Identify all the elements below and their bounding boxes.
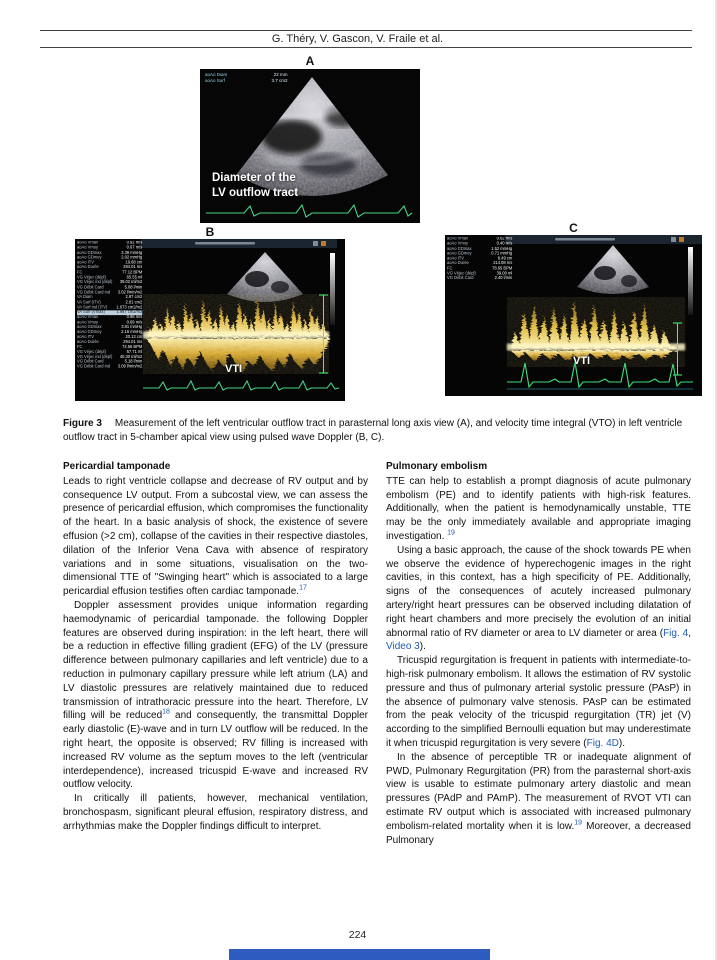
measurement-value: 5.08 l/min: [124, 285, 143, 290]
measurement-value: 0.71 mmHg: [491, 251, 513, 256]
figure-link[interactable]: Video 3: [386, 641, 420, 653]
measurement-label: VA Surf ind (ITV): [77, 305, 108, 310]
text-run: Leads to right ventricle collapse and decrease of RV output and by consequence LV output. From a subcostal view, we can assess the presence of pericardial effusion, which compromises the functionality of the heart. In a basic analysis of shock, the existence of severe effusion (>2 cm), collapse of the cavities in their respective diastoles, dilation of the Inferior Vena Cava with absence of respiratory variations and in some situations, visualisation on the two-dimensional TTE of ''Swinging heart'' which is associated to a large pericardial effusion testifies often cardiac tamponade.: [63, 475, 368, 598]
grayscale-bar: [330, 253, 335, 325]
measurement-value: 22 mm: [273, 73, 288, 78]
body-paragraph: [386, 751, 691, 848]
text-run: In the absence of perceptible TR or inadequate alignment of PWD, Pulmonary Regurgitation (PR) from the parasternal short-axis view is usable to estimate pulmonary artery diastolic and mean pressures (PAdP and PAmP). The measurement of RVOT VTI can estimate RV output which is associated with increased pulmonary embolism-related mortality when it is low.: [386, 751, 691, 832]
echo-image-b: [75, 239, 345, 401]
measurement-label: VG Débit Card ind: [77, 365, 111, 370]
right-column-paragraphs: [386, 475, 691, 848]
text-run: In critically ill patients, however, mechanical ventilation, bronchospasm, significant pleural effusion, respiratory distress, and arrhythmias make the Doppler findings difficult to interpret.: [63, 793, 368, 832]
measurement-label: VA Surf (Vmax): [77, 310, 105, 315]
body-paragraph: [63, 792, 368, 833]
measurement-value: 0.69 m/s: [126, 320, 143, 325]
measurement-value: 2.02 mmHg: [121, 255, 143, 260]
measurement-value: 19.68 cm: [125, 260, 143, 265]
text-run: and consequently, the transmittal Doppler early diastolic (E)-wave and in turn LV outflow will be reduced. In the right heart, the opposite is observed; RV filling is increased with increased RV volume as the septum moves to the left (ventricular interdependence), increased tricuspid E-wave and increased RV outflow velocity.: [63, 710, 368, 791]
measurement-value: 294.01 ms: [123, 340, 143, 345]
measurement-label: aoAo Diam: [205, 73, 228, 78]
measurement-label: VG Débit Card ind: [77, 290, 111, 295]
measurement-value: 74.56 BPM: [122, 345, 143, 350]
measurement-label: aoAo Vmax: [77, 315, 99, 320]
left-column: [63, 460, 368, 847]
text-run: Doppler assessment provides unique information regarding haemodynamic of pericardial tamponade. the following Doppler features are observed during inspiration: in the left heart, there will be a reduction in effective filling gradient (EFG) of the LV (pressure difference between pulmonary capillaries and left ventricle) due to a reduction in pulmonary capillary pressure while left atrium (LA) and LV diastolic pressures are relatively maintained due to reduced transmission of intrathoracic pressure into the heart. Therefore, LV filling will be reduced: [63, 599, 368, 722]
measurement-value: 77.12 BPM: [122, 270, 143, 275]
measurement-row: [77, 365, 142, 370]
toolbar-icon: [679, 237, 684, 242]
measurement-value: 65.55 ml: [126, 275, 143, 280]
measurement-value: 1.52 mmHg: [491, 246, 513, 252]
measurement-value: 2.40 l/min: [494, 276, 513, 281]
toolbar-icon: [671, 237, 676, 242]
measurement-value: 2.87 cm2: [125, 295, 143, 300]
measurement-value: 67.71 ml: [126, 350, 143, 355]
reference-link[interactable]: 19: [574, 819, 583, 827]
measurement-label: aoAo Vmoy: [77, 320, 99, 325]
measurement-value: 3.02 l/min/m2: [117, 290, 143, 295]
echo-image-c: [445, 235, 702, 396]
running-head-authors: G. Théry, V. Gascon, V. Fraile et al.: [271, 33, 444, 45]
measurement-label: aoAo Durée: [447, 261, 469, 266]
measurement-value: 3.81 mmHg: [121, 325, 143, 330]
measurement-label: aoAo GDmoy: [447, 251, 472, 256]
measurement-panel-c: [447, 237, 512, 282]
annotation-line: LV outflow tract: [212, 186, 299, 199]
measurement-value: 39.00 ml: [496, 271, 513, 276]
text-run: ,: [688, 627, 691, 639]
toolbar-icon: [313, 241, 318, 246]
measurement-label: VG Débit Card: [77, 285, 104, 290]
body-paragraph: [386, 475, 691, 544]
measurement-label: aoAo GDmax: [77, 325, 102, 330]
measurement-label: aoAo GDmax: [77, 250, 102, 256]
body-paragraph: [63, 475, 368, 599]
annotation-line: Diameter of the: [212, 172, 296, 184]
body-columns: [63, 460, 691, 847]
measurement-label: VG Débit Card: [77, 360, 104, 365]
measurement-value: 0.40 m/s: [496, 241, 513, 247]
body-paragraph: [63, 599, 368, 792]
body-paragraph: [386, 654, 691, 751]
text-run: TTE can help to establish a prompt diagnosis of acute pulmonary embolism (PE) and to identify patients with high-risk features. Additionally, when the patient is hemodynamically unstable, TTE may be the only immediately available and appropriate imaging investigation.: [386, 475, 691, 542]
measurement-value: 0.92 m/s: [126, 241, 143, 246]
measurement-value: 3.39 mmHg: [121, 250, 143, 256]
figure-panel-label-a: A: [305, 54, 315, 68]
echo-image-a: [200, 69, 420, 223]
text-run: Moreover, a decreased Pulmonary: [386, 820, 691, 846]
measurement-value: 2.81 cm2: [125, 300, 143, 305]
measurement-value: 39.02 ml/m2: [119, 280, 143, 285]
measurement-value: 20.13 cm: [125, 335, 143, 340]
header-rule-bottom: [40, 47, 692, 48]
measurement-label: aoAo Surf: [205, 78, 226, 84]
measurement-label: aoAo ITV: [77, 260, 95, 265]
figure-panel-label-b: B: [205, 225, 215, 239]
measurement-value: 78.65 BPM: [492, 266, 513, 271]
measurement-label: aoAo Vmoy: [77, 245, 99, 251]
measurement-value: 8.49 cm: [497, 256, 513, 261]
figure-link[interactable]: Fig. 4D: [586, 737, 619, 749]
measurement-value: 0.98 m/s: [126, 315, 143, 320]
text-run: ).: [419, 641, 426, 653]
reference-link[interactable]: 19: [447, 529, 455, 537]
measurement-label: aoAo GDmax: [447, 246, 472, 252]
measurement-value: 1.673 cm2/m2: [116, 305, 143, 310]
figure-link[interactable]: Fig. 4: [663, 627, 689, 639]
right-column: [386, 460, 691, 847]
measurement-label: aoAo Vmax: [77, 241, 99, 246]
measurement-label: VA Surf (ITV): [77, 300, 101, 305]
measurement-label: aoAo ITV: [77, 335, 95, 340]
measurement-label: VG Véjec (dépl): [77, 350, 106, 355]
measurement-label: FC: [447, 266, 453, 271]
measurement-label: aoAo GDmoy: [77, 330, 102, 335]
figure-panel-label-c: C: [569, 221, 578, 235]
measurement-label: VG Débit Card: [447, 276, 474, 281]
measurement-label: VA Diam: [77, 295, 93, 300]
bottom-blue-bar: [229, 949, 490, 960]
measurement-value: 40.30 ml/m2: [119, 355, 143, 360]
measurement-label: aoAo Durée: [77, 340, 99, 345]
echo-a-annotation: [212, 171, 298, 200]
measurement-value: 2.16 mmHg: [121, 330, 143, 335]
measurement-value: 294.01 ms: [123, 265, 143, 270]
measurement-value: 0.62 m/s: [496, 237, 513, 242]
measurement-label: VG Véjec ind (dépl): [77, 280, 113, 285]
measurement-value: 5.18 l/min: [124, 360, 143, 365]
left-column-paragraphs: [63, 475, 368, 834]
measurement-value: 214.08 ms: [493, 261, 513, 266]
text-run: ).: [618, 737, 625, 749]
grayscale-bar: [688, 247, 693, 315]
measurement-value: 0.67 m/s: [126, 245, 143, 251]
measurement-value: 1.987 cm2/m2: [116, 310, 143, 315]
header-rule-top: [40, 30, 692, 31]
figure-caption-tag: Figure 3: [63, 418, 102, 429]
measurement-row: [447, 277, 512, 282]
echo-a-measurements: [205, 73, 288, 84]
measurement-value: 3.7 cm2: [271, 78, 288, 84]
section-heading-pulmonary-embolism: Pulmonary embolism: [386, 461, 488, 472]
figure-caption-text: Measurement of the left ventricular outflow tract in parasternal long axis view (A), and velocity time integral (VTO) in left ventricle outflow tract in 5-chamber apical view using pulsed wave Doppler (B, C).: [63, 418, 683, 443]
measurement-label: VG Véjec ind (dépl): [77, 355, 113, 360]
measurement-label: aoAo Durée: [77, 265, 99, 270]
section-heading-pericardial-tamponade: Pericardial tamponade: [63, 461, 171, 472]
measurement-label: aoAo ITV: [447, 256, 465, 261]
page-number: 224: [348, 929, 367, 941]
text-run: Tricuspid regurgitation is frequent in patients with intermediate-to-high-risk pulmonary embolism. It allows the estimation of RV systolic pressure and thus of pulmonary arterial systolic pressure (PAsP) in the absence of pulmonary valve stenosis. PAsP can be estimated from the peak velocity of the tricuspid regurgitation (TR) jet (V) according to the simplified Bernoulli equation but may underestimate it when tricuspid regurgitation is very severe (: [386, 655, 691, 749]
measurement-label: aoAo Vmoy: [447, 241, 469, 247]
measurement-row: [205, 79, 288, 85]
measurement-panel-b: [77, 241, 142, 370]
measurement-label: aoAo Vmax: [447, 237, 469, 242]
measurement-label: FC: [77, 345, 83, 350]
toolbar-icon: [321, 241, 326, 246]
measurement-label: FC: [77, 270, 83, 275]
text-run: Using a basic approach, the cause of the shock towards PE when we observe the evidence of hyperechogenic images in the right cavities, in this context, has a high specificity of PE. Additionally, signs of the consequences of acutely increased pulmonary artery/right heart pressures can be observed including dilatation of right heart chambers and more precisely the evolution of an initial abnormal ratio of RV diameter or area to LV diameter or area (: [386, 544, 691, 639]
figure-caption: [63, 417, 691, 444]
reference-link[interactable]: 18: [162, 709, 170, 717]
vti-label-c: VTI: [573, 355, 591, 367]
body-paragraph: [386, 544, 691, 654]
measurement-label: aoAo GDmoy: [77, 255, 102, 260]
measurement-label: VG Véjec (dépl): [77, 275, 106, 280]
measurement-value: 3.09 l/min/m2: [117, 365, 143, 370]
reference-link[interactable]: 17: [299, 584, 307, 592]
vti-label-b: VTI: [225, 363, 243, 375]
measurement-label: VG Véjec (dépl): [447, 271, 476, 276]
